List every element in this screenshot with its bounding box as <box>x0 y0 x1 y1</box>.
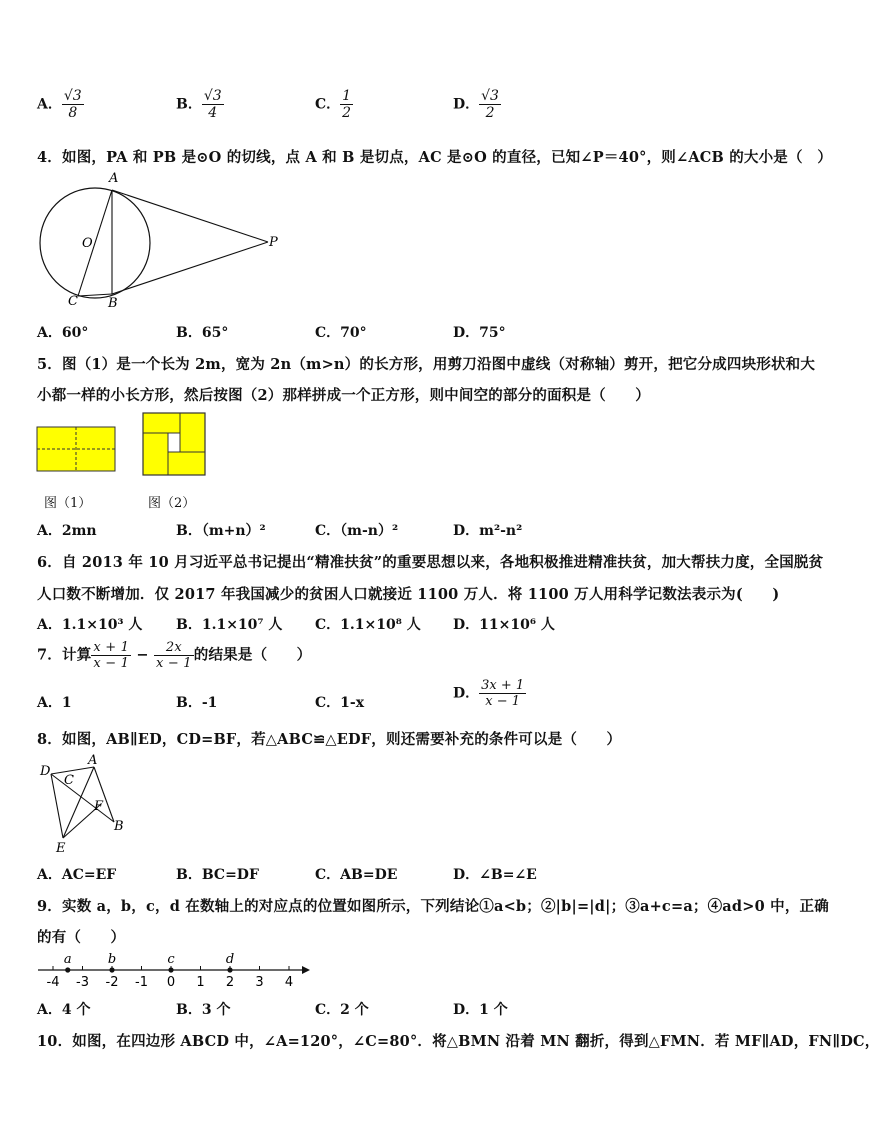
number-line-point-label: c <box>167 952 175 967</box>
fraction-numerator: 2x <box>154 640 194 656</box>
fraction-numerator: √3 <box>63 88 82 104</box>
label-a: A <box>109 171 119 186</box>
number-line-point-d <box>227 967 232 972</box>
fraction-numerator: x + 1 <box>93 640 130 655</box>
q8-option-d[interactable]: D．∠B=∠E <box>453 867 537 883</box>
q4-text: 4．如图，PA 和 PB 是⊙O 的切线，点 A 和 B 是切点，AC 是⊙O 的直径，已知∠P＝40°，则∠ACB 的大小是（ ） <box>37 149 833 166</box>
q9-option-d[interactable]: D．1 个 <box>453 1002 508 1018</box>
label-c: C <box>64 773 74 788</box>
fraction-numerator: 1 <box>342 88 352 104</box>
q6-option-b[interactable]: B．1.1×10⁷ 人 <box>176 617 283 633</box>
number-line-point-label: d <box>225 952 235 967</box>
q5-option-a[interactable]: A．2mn <box>37 523 97 539</box>
label-c: C <box>68 294 78 309</box>
q7-option-c[interactable]: C．1-x <box>315 695 365 711</box>
q9-text-line1: 9．实数 a，b，c，d 在数轴上的对应点的位置如图所示，下列结论①a<b；②|b|=|d|；③a+c=a；④ad>0 中，正确 <box>37 898 829 915</box>
option-letter: D． <box>453 685 480 702</box>
number-line-point-b <box>109 967 114 972</box>
number-line-tick-label: 3 <box>255 975 264 990</box>
tangent-pa <box>112 190 268 242</box>
q9-text-line2: 的有（ ） <box>37 929 126 946</box>
q8-text: 8．如图，AB∥ED，CD=BF，若△ABC≌△EDF，则还需要补充的条件可以是（ ） <box>37 731 622 748</box>
q9-option-c[interactable]: C．2 个 <box>315 1002 369 1018</box>
q5-option-b[interactable]: B．（m+n）² <box>176 523 266 539</box>
label-f: F <box>94 799 104 814</box>
q5-option-c[interactable]: C．（m-n）² <box>315 523 399 539</box>
option-letter: A． <box>37 96 62 113</box>
number-line-tick-label: -4 <box>46 975 60 990</box>
fraction-denominator: x − 1 <box>93 656 130 671</box>
q7-text <box>37 640 311 671</box>
q5-text-line1: 5．图（1）是一个长为 2m，宽为 2n（m>n）的长方形，用剪刀沿图中虚线（对称轴）剪开，把它分成四块形状和大 <box>37 356 816 373</box>
number-line-tick-label: 4 <box>284 975 294 990</box>
fraction-numerator: √3 <box>481 88 499 104</box>
number-line-point-label: a <box>63 952 72 967</box>
q5-figure-1-label: 图（1） <box>44 496 92 511</box>
q4-option-b[interactable]: B．65° <box>176 325 229 341</box>
q9-option-b[interactable]: B．3 个 <box>176 1002 231 1018</box>
number-line-tick-label: -2 <box>105 975 119 990</box>
q9-number-line <box>34 950 310 992</box>
q7-suffix: 的结果是（ ） <box>193 646 312 664</box>
q7-prefix: 7．计算 <box>37 646 92 664</box>
q6-option-a[interactable]: A．1.1×10³ 人 <box>37 617 143 633</box>
fraction-numerator: 3x + 1 <box>481 678 525 693</box>
fraction-denominator: x − 1 <box>485 694 521 709</box>
number-line-tick-label: 0 <box>166 975 176 990</box>
number-line-tick-label: 1 <box>196 975 205 990</box>
option-letter: D． <box>453 96 480 113</box>
q9-option-a[interactable]: A．4 个 <box>37 1002 91 1018</box>
label-b: B <box>114 819 124 834</box>
fraction-denominator: 2 <box>342 105 352 121</box>
fraction-denominator: x − 1 <box>156 656 192 671</box>
q6-text-line2: 人口数不断增加．仅 2017 年我国减少的贫困人口就接近 1100 万人．将 1100 万人用科学记数法表示为( ) <box>37 586 780 603</box>
number-line-point-c <box>168 967 173 972</box>
q3-option-b[interactable] <box>176 88 224 121</box>
label-d: D <box>40 764 51 779</box>
option-letter: C． <box>315 96 341 113</box>
q6-option-c[interactable]: C．1.1×10⁸ 人 <box>315 617 421 633</box>
chord-cb <box>78 294 112 296</box>
q5-text-line2: 小都一样的小长方形，然后按图（2）那样拼成一个正方形，则中间空的部分的面积是（ ） <box>37 387 650 404</box>
tangent-pb <box>112 242 268 294</box>
q4-option-a[interactable]: A．60° <box>37 325 89 341</box>
q6-option-d[interactable]: D．11×10⁶ 人 <box>453 617 555 633</box>
label-e: E <box>56 841 66 856</box>
q7-option-a[interactable]: A．1 <box>37 695 72 711</box>
q5-figure-2-label: 图（2） <box>148 496 196 511</box>
q7-option-d[interactable] <box>453 678 526 709</box>
q4-option-d[interactable]: D．75° <box>453 325 506 341</box>
q4-option-c[interactable]: C．70° <box>315 325 367 341</box>
label-p: P <box>269 235 278 250</box>
q8-option-b[interactable]: B．BC=DF <box>176 867 259 883</box>
q7-minus: − <box>136 646 149 664</box>
q8-option-a[interactable]: A．AC=EF <box>37 867 117 883</box>
q6-text-line1: 6．自 2013 年 10 月习近平总书记提出“精准扶贫”的重要思想以来，各地积极推进精准扶贫，加大帮扶力度，全国脱贫 <box>37 554 824 571</box>
q3-option-d[interactable] <box>453 88 501 121</box>
label-b: B <box>108 296 118 311</box>
number-line-tick-label: -1 <box>135 975 148 990</box>
label-a: A <box>88 753 98 768</box>
label-o: O <box>82 236 93 251</box>
q5-option-d[interactable]: D．m²-n² <box>453 523 523 539</box>
q8-triangles-figure <box>34 750 134 860</box>
q5-figure-2-square <box>142 412 208 478</box>
q8-option-c[interactable]: C．AB=DE <box>315 867 398 883</box>
fraction-denominator: 8 <box>68 105 78 121</box>
q4-circle-tangent-figure <box>30 166 290 311</box>
q3-option-a[interactable] <box>37 88 84 121</box>
number-line-point-label: b <box>107 952 117 967</box>
option-letter: B． <box>176 96 202 113</box>
q7-option-b[interactable]: B．-1 <box>176 695 218 711</box>
fraction-denominator: 4 <box>208 105 218 121</box>
number-line-tick-label: -3 <box>76 975 89 990</box>
q3-option-c[interactable] <box>315 88 353 121</box>
fraction-denominator: 2 <box>485 105 495 121</box>
number-line-tick-label: 2 <box>225 975 235 990</box>
number-line-point-a <box>65 967 70 972</box>
fraction-numerator: √3 <box>203 88 222 104</box>
q10-text: 10．如图，在四边形 ABCD 中，∠A=120°，∠C=80°．将△BMN 沿着 MN 翻折，得到△FMN．若 MF∥AD，FN∥DC， <box>37 1033 879 1050</box>
q5-figure-1-rectangle <box>36 426 118 474</box>
